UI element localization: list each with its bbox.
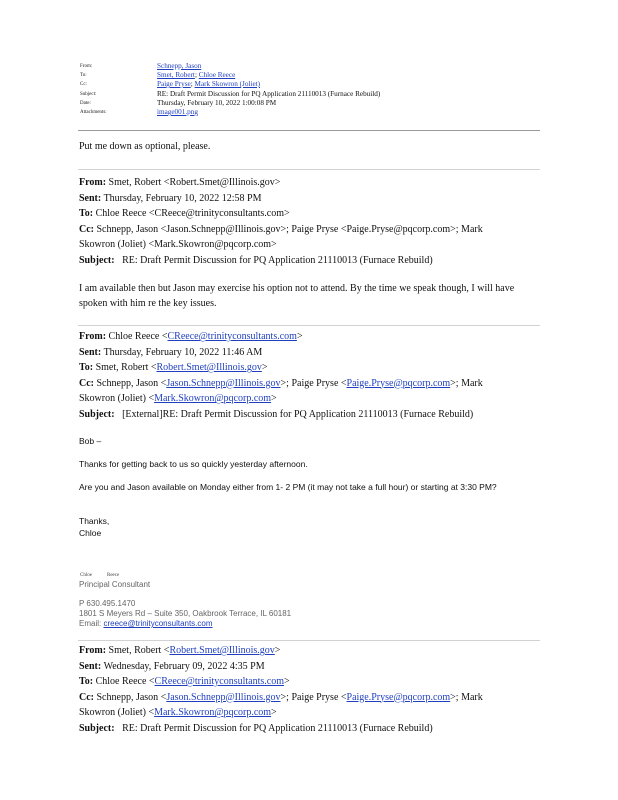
message2-sent-value: Thursday, February 10, 2022 12:58 PM: [103, 192, 262, 204]
message2-meta: [79, 175, 483, 268]
message2-sent-line: [79, 191, 483, 207]
signature-email-line: [79, 619, 213, 628]
message3-cc-name1: Schnepp, Jason <: [96, 377, 167, 389]
message3-cc-email1[interactable]: Jason.Schnepp@Illinois.gov: [166, 377, 281, 389]
message4-cc-close3: >: [271, 707, 277, 718]
message4-cc-line: [79, 690, 483, 706]
message2-cc-label: Cc:: [79, 223, 94, 235]
message4-cc-mid2: >; Mark: [450, 691, 483, 703]
message2-subject-label: Subject:: [79, 254, 115, 266]
message2-subject-line: [79, 253, 483, 269]
message4-to-label: To:: [79, 676, 94, 687]
header-divider: [78, 130, 540, 131]
message2-cc-line: [79, 222, 483, 238]
message3-to-name: Smet, Robert <: [95, 362, 157, 373]
message4-cc-email1[interactable]: Jason.Schnepp@Illinois.gov: [166, 691, 281, 703]
message4-meta: [79, 643, 483, 736]
message4-subject-value: RE: Draft Permit Discussion for PQ Application 21110013 (Furnace Rebuild): [122, 722, 433, 734]
header-to-link-2[interactable]: Chloe Reece: [198, 71, 236, 79]
header-from-link[interactable]: [157, 62, 201, 70]
message4-subject-line: [79, 721, 483, 737]
header-to-value: [157, 71, 235, 79]
message2-cc-line-2: [79, 237, 483, 253]
message3-to-label: To:: [79, 362, 94, 373]
message4-from-email[interactable]: Robert.Smet@Illinois.gov: [169, 645, 275, 656]
signature-divider: [78, 640, 540, 641]
message2-from-label: From:: [79, 177, 107, 188]
message4-cc-mid1: >; Paige Pryse <: [280, 691, 347, 703]
message4-from-name: Smet, Robert <: [108, 645, 170, 656]
message3-cc-label: Cc:: [79, 377, 94, 389]
message3-from-email[interactable]: CReece@trinityconsultants.com: [167, 331, 297, 342]
message3-subject-label: Subject:: [79, 408, 115, 420]
message3-closing: Thanks,: [79, 516, 110, 526]
message4-to-line: [79, 674, 483, 690]
message4-cc-name1: Schnepp, Jason <: [96, 691, 167, 703]
message1-divider: [78, 169, 540, 170]
message4-from-line: [79, 643, 483, 659]
message4-to-email[interactable]: CReece@trinityconsultants.com: [154, 676, 285, 687]
message3-to-line: [79, 360, 483, 376]
header-cc-sep: ;: [190, 80, 193, 88]
message3-sent-line: [79, 345, 483, 361]
message4-to-close: >: [284, 676, 290, 687]
message3-greeting: Bob –: [79, 436, 102, 446]
message2-cc-value-1: Schnepp, Jason <Jason.Schnepp@Illinois.gov>; Paige Pryse <Paige.Pryse@pqcorp.com>; Mark: [96, 223, 483, 235]
message3-body2: Are you and Jason available on Monday either from 1- 2 PM (it may not take a full hour) or starting at 3:30 PM?: [79, 482, 497, 492]
signature-title: Principal Consultant: [79, 580, 151, 589]
message4-sent-label: Sent:: [79, 660, 102, 672]
message2-body: I am available then but Jason may exercise his option not to attend. By the time we speak though, I will have spoken with him re the key issues.: [79, 283, 515, 309]
message4-cc-email2[interactable]: Paige.Pryse@pqcorp.com: [346, 691, 451, 703]
message3-subject-value: [External]RE: Draft Permit Discussion for PQ Application 21110013 (Furnace Rebuild): [122, 408, 474, 420]
message3-subject-line: [79, 407, 483, 423]
message4-sent-value: Wednesday, February 09, 2022 4:35 PM: [103, 660, 265, 672]
header-date-value: Thursday, February 10, 2022 1:00:08 PM: [157, 99, 277, 107]
message1-body: Put me down as optional, please.: [79, 141, 211, 152]
message4-sent-line: [79, 659, 483, 675]
signature-last-name: Reece: [107, 573, 120, 578]
message3-cc-mid2: >; Mark: [450, 377, 483, 389]
message3-to-close: >: [261, 362, 268, 373]
message4-cc-label: Cc:: [79, 691, 94, 703]
message2-to-line: [79, 206, 483, 222]
header-cc-value: [157, 80, 260, 88]
message3-from-close: >: [296, 331, 303, 342]
message4-from-label: From:: [79, 645, 107, 656]
header-attachments-label: Attachments:: [80, 110, 107, 115]
message4-subject-label: Subject:: [79, 722, 115, 734]
attachment-link[interactable]: [157, 108, 198, 116]
header-to-label: To:: [80, 73, 87, 78]
header-subject-value: RE: Draft Permit Discussion for PQ Application 21110013 (Furnace Rebuild): [157, 90, 381, 98]
signature-first-name: Chloe: [80, 573, 92, 578]
header-subject-label: Subject:: [80, 92, 97, 97]
message3-sent-label: Sent:: [79, 346, 102, 358]
message3-cc-name3: Skowron (Joliet) <: [79, 393, 155, 404]
signature-address: 1801 S Meyers Rd – Suite 350, Oakbrook Terrace, IL 60181: [79, 609, 292, 618]
header-cc-link-1[interactable]: Paige Pryse: [157, 80, 191, 88]
message3-meta: [79, 329, 483, 422]
message2-divider: [78, 325, 540, 326]
message2-from-line: [79, 175, 483, 191]
message3-from-name: Chloe Reece <: [108, 331, 168, 342]
message4-cc-name3: Skowron (Joliet) <: [79, 707, 155, 718]
message4-cc-email3[interactable]: Mark.Skowron@pqcorp.com: [154, 707, 272, 718]
message3-from-line: [79, 329, 483, 345]
header-to-sep: ;: [194, 71, 197, 79]
message3-sent-value: Thursday, February 10, 2022 11:46 AM: [103, 346, 263, 358]
header-cc-label: Cc:: [80, 82, 87, 87]
message2-cc-value-2: Skowron (Joliet) <Mark.Skowron@pqcorp.com>: [79, 239, 277, 250]
header-to-link-1[interactable]: Smet, Robert: [157, 71, 195, 79]
message3-cc-line: [79, 376, 483, 392]
header-date-label: Date:: [80, 101, 91, 106]
message3-body1: Thanks for getting back to us so quickly yesterday afternoon.: [79, 459, 308, 469]
message3-cc-mid1: >; Paige Pryse <: [280, 377, 347, 389]
message4-cc-line-2: [79, 705, 483, 721]
message2-to-value: Chloe Reece <CReece@trinityconsultants.com>: [95, 208, 290, 219]
signature-email-label: Email:: [79, 619, 102, 628]
header-attachments-value[interactable]: image001.png: [157, 108, 198, 116]
message3-cc-line-2: [79, 391, 483, 407]
message3-cc-email2[interactable]: Paige.Pryse@pqcorp.com: [346, 377, 451, 389]
message3-cc-close3: >: [271, 393, 277, 404]
message2-from-value: Smet, Robert <Robert.Smet@Illinois.gov>: [108, 177, 281, 188]
message3-to-email[interactable]: Robert.Smet@Illinois.gov: [156, 362, 262, 373]
header-from-value[interactable]: Schnepp, Jason: [157, 62, 202, 70]
message4-from-close: >: [274, 645, 281, 656]
header-cc-link-2[interactable]: Mark Skowron (Joliet): [194, 80, 261, 88]
message3-cc-email3[interactable]: Mark.Skowron@pqcorp.com: [154, 393, 272, 404]
message4-to-name: Chloe Reece <: [95, 676, 155, 687]
message3-signoff: Chloe: [79, 528, 102, 538]
signature-phone: P 630.495.1470: [79, 599, 136, 608]
message2-to-label: To:: [79, 208, 94, 219]
signature-email-link[interactable]: creece@trinityconsultants.com: [103, 619, 213, 628]
message2-sent-label: Sent:: [79, 192, 102, 204]
message2-subject-value: RE: Draft Permit Discussion for PQ Application 21110013 (Furnace Rebuild): [122, 254, 433, 266]
message3-from-label: From:: [79, 331, 107, 342]
header-from-label: From:: [80, 64, 93, 69]
